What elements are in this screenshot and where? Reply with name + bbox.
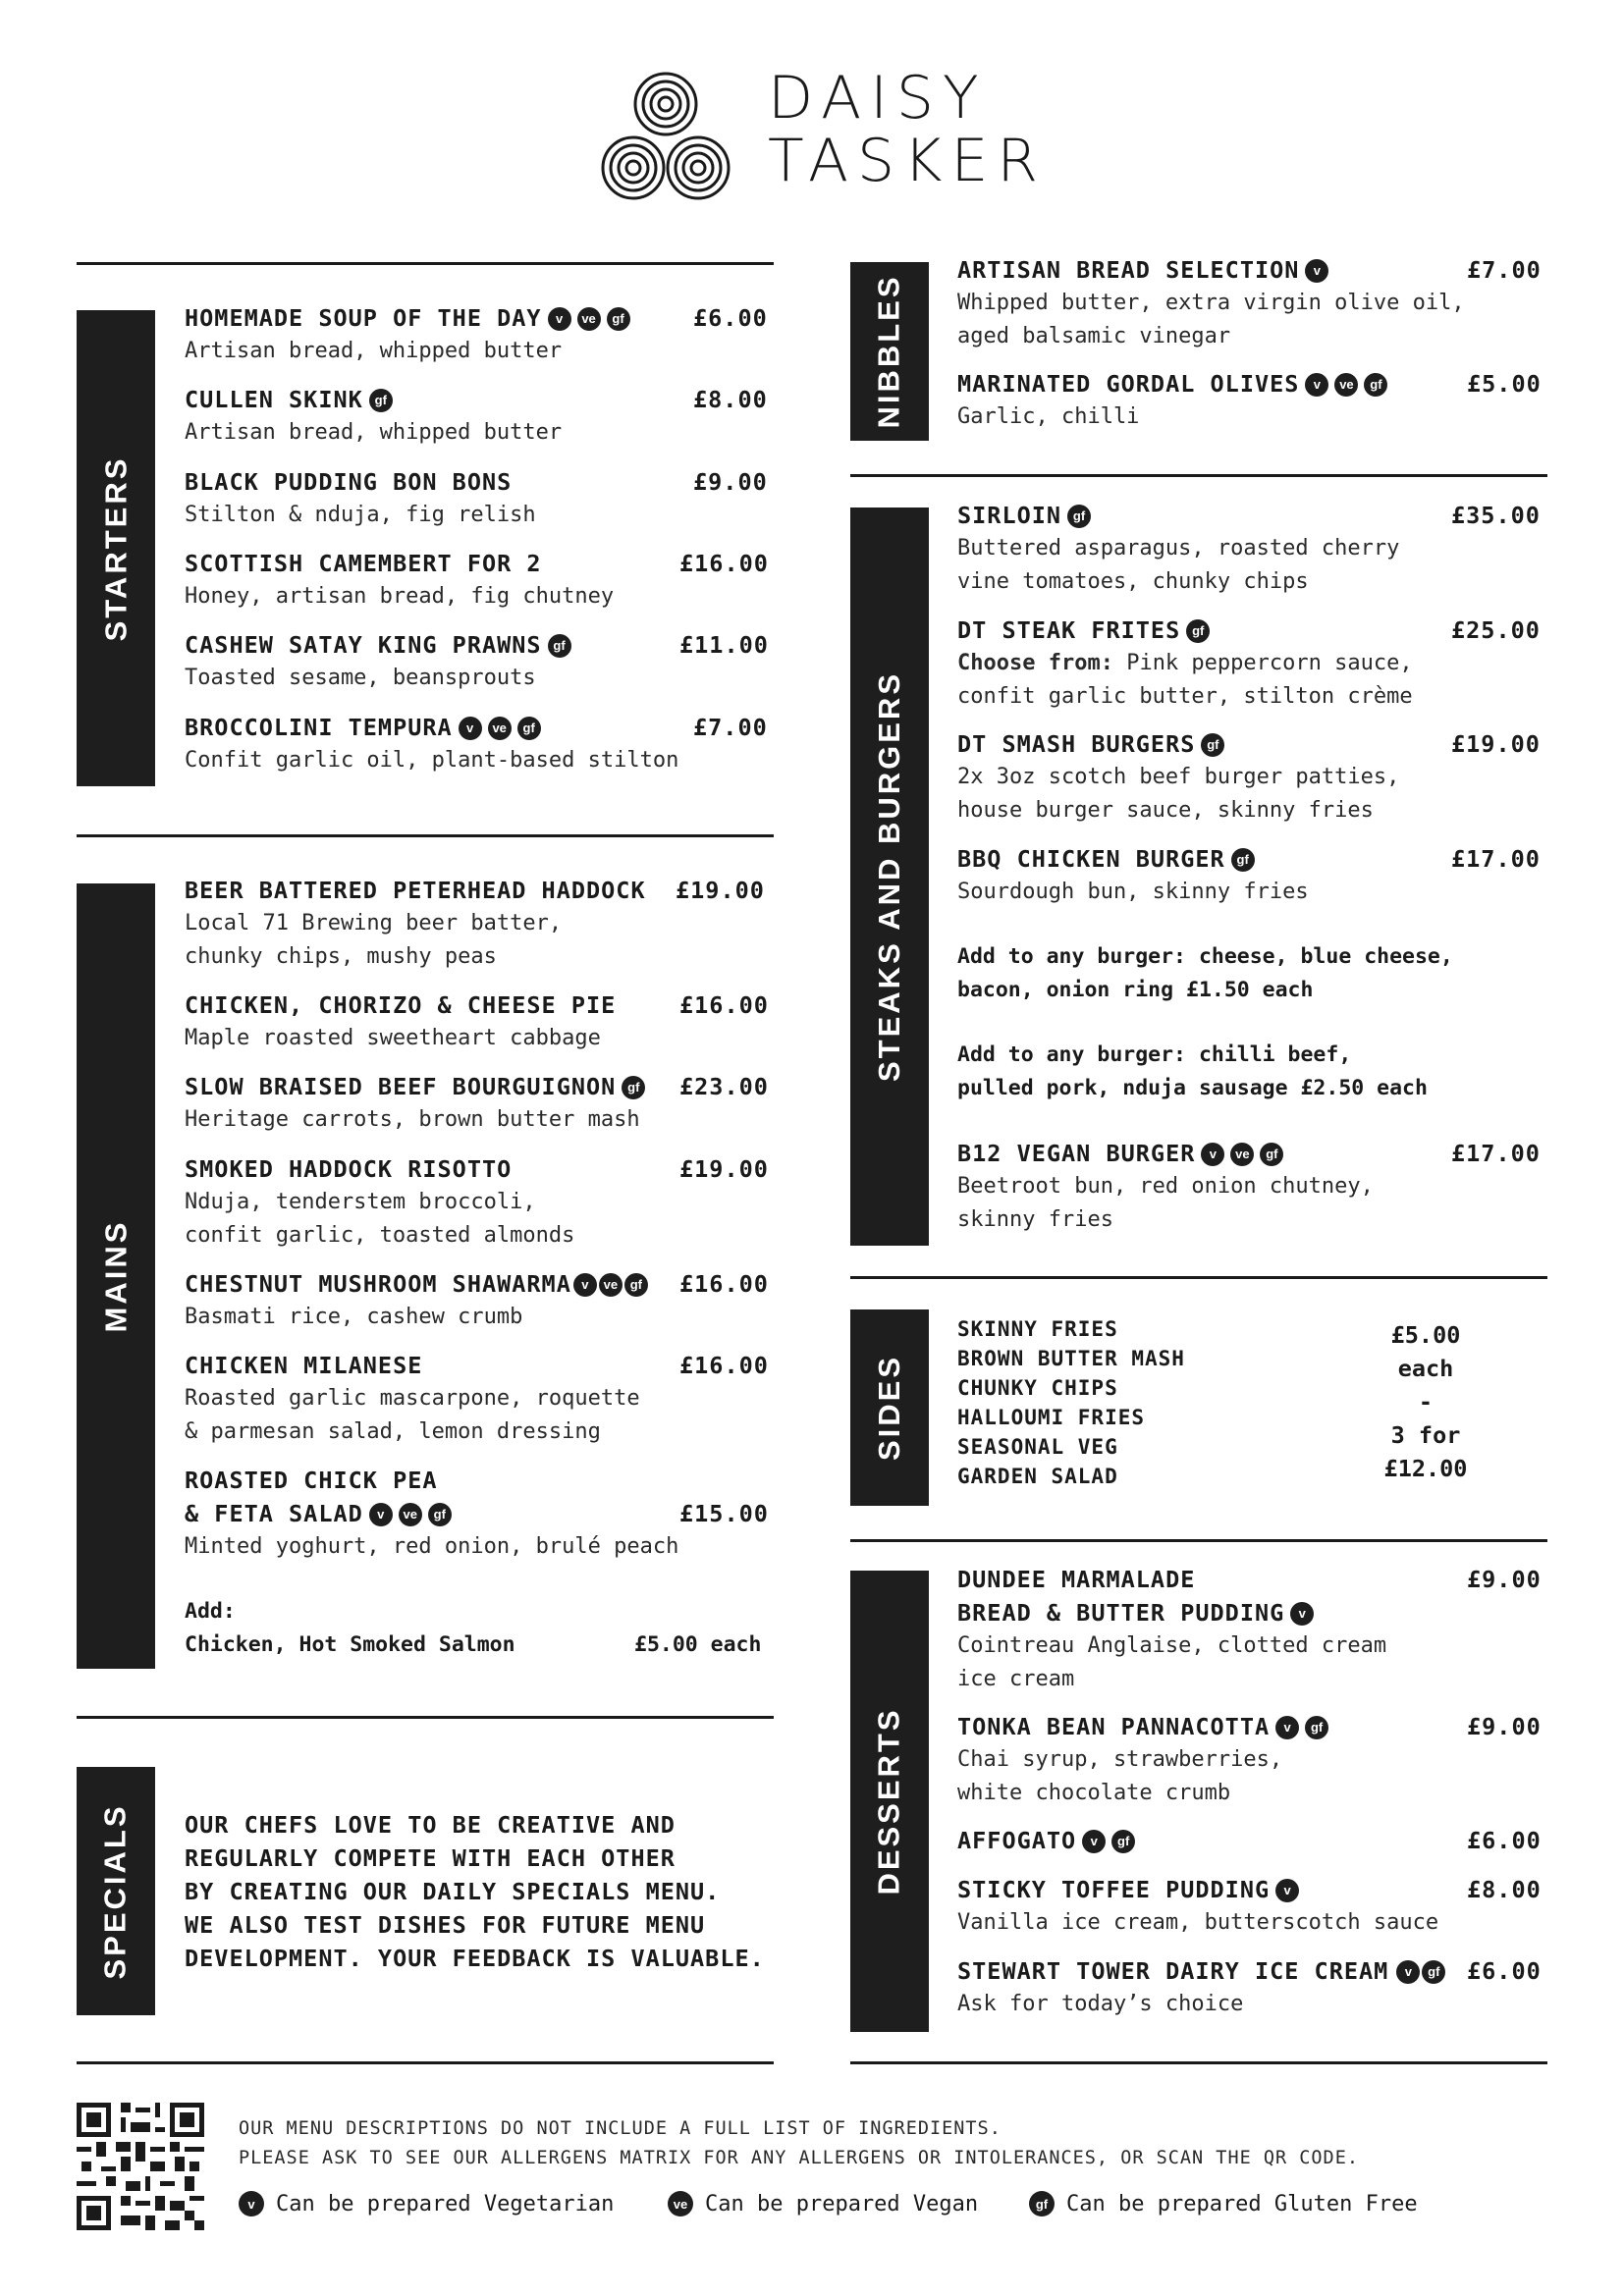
menu-item <box>185 301 630 368</box>
item-description: Chai syrup, strawberries, <box>957 1747 1283 1772</box>
item-price: £35.00 <box>1451 502 1541 529</box>
menu-item <box>185 628 571 695</box>
section-tab-desserts: DESSERTS <box>850 1571 929 2032</box>
item-name: CULLEN SKINK <box>185 386 363 413</box>
legend-vegetarian <box>239 2191 614 2216</box>
daisy-tasker-logo-icon <box>601 71 731 202</box>
gluten-free-badge-icon: gf <box>428 1503 452 1526</box>
item-description: Beetroot bun, red onion chutney, <box>957 1174 1374 1199</box>
legend-gluten-free <box>1029 2191 1418 2216</box>
menu-item <box>957 727 1399 828</box>
menu-item <box>957 614 1413 714</box>
item-description: Honey, artisan bread, fig chutney <box>185 584 615 609</box>
menu-item <box>957 367 1387 434</box>
item-price: £19.00 <box>676 877 765 904</box>
side-item: SKINNY FRIES <box>957 1317 1118 1341</box>
specials-text: OUR CHEFS LOVE TO BE CREATIVE AND REGULARLY COMPETE WITH EACH OTHER BY CREATING OUR DAILY SPECIALS MENU. WE ALSO TEST DISHES FOR FUTURE MENU DEVELOPMENT. YOUR FEEDBACK IS VALUABLE. <box>185 1811 765 1972</box>
item-name: SLOW BRAISED BEEF BOURGUIGNON <box>185 1073 617 1100</box>
brand-line-1: DAISY <box>768 64 988 133</box>
menu-item <box>185 1267 648 1334</box>
gluten-free-badge-icon: gf <box>369 389 393 412</box>
item-description: white chocolate crumb <box>957 1781 1231 1805</box>
menu-item <box>185 547 614 614</box>
item-name: TONKA BEAN PANNACOTTA <box>957 1713 1271 1740</box>
item-description: Nduja, tenderstem broccoli, <box>185 1190 536 1214</box>
footer-disclaimer-2: PLEASE ASK TO SEE OUR ALLERGENS MATRIX FOR ANY ALLERGENS OR INTOLERANCES, OR SCAN THE QR CODE. <box>239 2148 1359 2168</box>
item-description: Cointreau Anglaise, clotted cream <box>957 1633 1387 1658</box>
item-description: Ask for today’s choice <box>957 1992 1244 2016</box>
menu-item <box>957 1954 1445 2021</box>
item-price: £8.00 <box>693 386 768 413</box>
side-item: CHUNKY CHIPS <box>957 1376 1118 1400</box>
item-description: Basmati rice, cashew crumb <box>185 1305 523 1329</box>
gluten-free-badge-icon: gf <box>622 1076 645 1099</box>
section-tab-specials: SPECIALS <box>77 1767 155 2015</box>
side-item: BROWN BUTTER MASH <box>957 1347 1185 1370</box>
gluten-free-badge-icon: gf <box>548 634 571 658</box>
divider <box>850 1539 1547 1542</box>
item-description: ice cream <box>957 1667 1075 1691</box>
menu-item <box>957 1873 1438 1940</box>
item-name: BROCCOLINI TEMPURA <box>185 714 453 741</box>
item-description: vine tomatoes, chunky chips <box>957 569 1309 594</box>
item-price: £16.00 <box>679 991 769 1019</box>
divider <box>850 2061 1547 2064</box>
item-price: £16.00 <box>679 550 769 577</box>
item-description: chunky chips, mushy peas <box>185 944 497 969</box>
item-name: HOMEMADE SOUP OF THE DAY <box>185 304 542 332</box>
menu-item <box>185 874 646 974</box>
section-tab-sides: SIDES <box>850 1309 929 1506</box>
item-description: house burger sauce, skinny fries <box>957 798 1374 823</box>
gluten-free-badge-icon: gf <box>517 717 541 740</box>
vegetarian-badge-icon: v <box>1275 1879 1299 1902</box>
item-name: CASHEW SATAY KING PRAWNS <box>185 631 542 659</box>
sides-list <box>957 1314 1185 1491</box>
divider <box>77 834 774 837</box>
item-name: B12 VEGAN BURGER <box>957 1140 1196 1167</box>
item-price: £6.00 <box>1467 1957 1542 1985</box>
gluten-free-badge-icon: gf <box>1231 848 1255 872</box>
item-price: £5.00 <box>1467 370 1542 398</box>
item-description: confit garlic, toasted almonds <box>185 1223 575 1248</box>
item-price: £7.00 <box>1467 256 1542 284</box>
item-price: £23.00 <box>679 1073 769 1100</box>
menu-item <box>185 383 562 450</box>
item-name: ROASTED CHICK PEA <box>185 1467 438 1494</box>
side-item: HALLOUMI FRIES <box>957 1406 1146 1429</box>
item-price: £9.00 <box>1467 1713 1542 1740</box>
gluten-free-badge-icon: gf <box>1029 2191 1055 2216</box>
item-name: CHESTNUT MUSHROOM SHAWARMA <box>185 1270 571 1298</box>
item-name: SIRLOIN <box>957 502 1062 529</box>
item-name: MARINATED GORDAL OLIVES <box>957 370 1300 398</box>
item-price: £17.00 <box>1451 845 1541 873</box>
add-label: Add: <box>185 1599 236 1624</box>
item-name: DT STEAK FRITES <box>957 616 1181 644</box>
footer-disclaimer-1: OUR MENU DESCRIPTIONS DO NOT INCLUDE A FULL LIST OF INGREDIENTS. <box>239 2118 1001 2139</box>
menu-item <box>957 1563 1386 1696</box>
item-description: Pink peppercorn sauce, <box>1112 651 1413 675</box>
item-name: DT SMASH BURGERS <box>957 730 1196 758</box>
item-name: SMOKED HADDOCK RISOTTO <box>185 1155 513 1183</box>
add-price: £5.00 each <box>634 1632 762 1657</box>
item-name: BLACK PUDDING BON BONS <box>185 468 513 496</box>
item-price: £16.00 <box>679 1352 769 1379</box>
vegan-badge-icon: ve <box>488 717 512 740</box>
gluten-free-badge-icon: gf <box>607 307 630 331</box>
item-description: Stilton & nduja, fig relish <box>185 503 536 527</box>
item-price: £8.00 <box>1467 1876 1542 1903</box>
vegetarian-badge-icon: v <box>459 717 482 740</box>
item-description: Artisan bread, whipped butter <box>185 339 563 363</box>
gluten-free-badge-icon: gf <box>1201 733 1224 757</box>
divider <box>850 1276 1547 1279</box>
item-description: Whipped butter, extra virgin olive oil, <box>957 291 1465 315</box>
item-description: Artisan bread, whipped butter <box>185 420 563 445</box>
divider <box>77 262 774 265</box>
item-description: Minted yoghurt, red onion, brulé peach <box>185 1534 679 1559</box>
burger-addon-text: bacon, onion ring £1.50 each <box>957 978 1314 1002</box>
item-description: Buttered asparagus, roasted cherry <box>957 536 1400 561</box>
item-name: BREAD & BUTTER PUDDING <box>957 1599 1285 1627</box>
vegetarian-badge-icon: v <box>1082 1830 1106 1853</box>
burger-addon-text: Add to any burger: chilli beef, <box>957 1042 1352 1067</box>
vegetarian-badge-icon: v <box>1201 1143 1224 1166</box>
item-description: Vanilla ice cream, butterscotch sauce <box>957 1910 1439 1935</box>
menu-item <box>185 1152 574 1253</box>
item-description: Confit garlic oil, plant-based stilton <box>185 748 679 773</box>
vegan-badge-icon: ve <box>399 1503 422 1526</box>
item-name: STEWART TOWER DAIRY ICE CREAM <box>957 1957 1389 1985</box>
vegetarian-badge-icon: v <box>1305 259 1328 283</box>
legend-label: Can be prepared Vegan <box>705 2191 979 2216</box>
item-name: CHICKEN, CHORIZO & CHEESE PIE <box>185 991 617 1019</box>
item-price: £25.00 <box>1451 616 1541 644</box>
item-name: DUNDEE MARMALADE <box>957 1566 1196 1593</box>
vegan-badge-icon: ve <box>1230 1143 1254 1166</box>
item-description: Maple roasted sweetheart cabbage <box>185 1026 601 1050</box>
gluten-free-badge-icon: gf <box>1111 1830 1135 1853</box>
brand-line-2: TASKER <box>768 127 1048 195</box>
vegetarian-badge-icon: v <box>1275 1716 1299 1739</box>
item-price: £7.00 <box>693 714 768 741</box>
item-description: Roasted garlic mascarpone, roquette <box>185 1386 640 1411</box>
item-description: Local 71 Brewing beer batter, <box>185 911 563 935</box>
item-name: AFFOGATO <box>957 1827 1077 1854</box>
item-description: confit garlic butter, stilton crème <box>957 684 1413 709</box>
side-item: SEASONAL VEG <box>957 1435 1118 1459</box>
legend-vegan <box>668 2191 978 2216</box>
menu-item <box>957 1824 1135 1857</box>
item-name: BEER BATTERED PETERHEAD HADDOCK <box>185 877 646 904</box>
menu-item <box>957 499 1399 599</box>
divider <box>77 2061 774 2064</box>
gluten-free-badge-icon: gf <box>1260 1143 1283 1166</box>
gluten-free-badge-icon: gf <box>1186 619 1210 643</box>
menu-item <box>957 842 1309 909</box>
sides-price: £5.00 each - 3 for £12.00 <box>1383 1321 1468 1482</box>
item-price: £9.00 <box>693 468 768 496</box>
item-price: £19.00 <box>1451 730 1541 758</box>
burger-addon-text: Add to any burger: cheese, blue cheese, <box>957 944 1453 969</box>
vegetarian-badge-icon: v <box>1396 1960 1420 1984</box>
vegan-badge-icon: ve <box>599 1273 623 1297</box>
menu-item <box>185 711 678 777</box>
item-description: Toasted sesame, beansprouts <box>185 666 536 690</box>
vegetarian-badge-icon: v <box>1290 1602 1314 1626</box>
item-description-bold: Choose from: <box>957 651 1113 675</box>
item-name: SCOTTISH CAMEMBERT FOR 2 <box>185 550 542 577</box>
item-price: £11.00 <box>679 631 769 659</box>
gluten-free-badge-icon: gf <box>1422 1960 1445 1984</box>
qr-code-icon[interactable] <box>77 2103 204 2230</box>
legend-label: Can be prepared Gluten Free <box>1066 2191 1418 2216</box>
legend-label: Can be prepared Vegetarian <box>276 2191 615 2216</box>
menu-item <box>185 1349 640 1449</box>
gluten-free-badge-icon: gf <box>1067 505 1091 528</box>
item-description: skinny fries <box>957 1207 1113 1232</box>
vegan-badge-icon: ve <box>577 307 601 331</box>
vegan-badge-icon: ve <box>1334 373 1358 397</box>
item-description: & parmesan salad, lemon dressing <box>185 1419 601 1444</box>
vegetarian-badge-icon: v <box>548 307 571 331</box>
divider <box>850 474 1547 477</box>
gluten-free-badge-icon: gf <box>1305 1716 1328 1739</box>
item-price: £17.00 <box>1451 1140 1541 1167</box>
item-price: £19.00 <box>679 1155 769 1183</box>
item-name: STICKY TOFFEE PUDDING <box>957 1876 1271 1903</box>
item-name: ARTISAN BREAD SELECTION <box>957 256 1300 284</box>
item-description: Garlic, chilli <box>957 404 1140 429</box>
vegetarian-badge-icon: v <box>369 1503 393 1526</box>
section-tab-nibbles: NIBBLES <box>850 262 929 441</box>
item-price: £6.00 <box>693 304 768 332</box>
menu-item <box>957 1137 1374 1237</box>
item-description: Sourdough bun, skinny fries <box>957 880 1309 904</box>
item-name: BBQ CHICKEN BURGER <box>957 845 1225 873</box>
section-tab-steaks-and-burgers: STEAKS AND BURGERS <box>850 507 929 1246</box>
gluten-free-badge-icon: gf <box>624 1273 648 1297</box>
brand-name <box>768 64 1048 195</box>
item-description: Heritage carrots, brown butter mash <box>185 1107 640 1132</box>
gluten-free-badge-icon: gf <box>1364 373 1387 397</box>
menu-item <box>957 1710 1328 1810</box>
vegan-badge-icon: ve <box>668 2191 693 2216</box>
divider <box>77 1716 774 1719</box>
item-name: & FETA SALAD <box>185 1500 363 1527</box>
vegetarian-badge-icon: v <box>239 2191 264 2216</box>
menu-item <box>185 1464 678 1564</box>
menu-item <box>185 465 536 532</box>
section-tab-mains: MAINS <box>77 883 155 1669</box>
add-items: Chicken, Hot Smoked Salmon <box>185 1632 515 1657</box>
menu-item <box>185 988 616 1055</box>
item-price: £15.00 <box>679 1500 769 1527</box>
burger-addon-text: pulled pork, nduja sausage £2.50 each <box>957 1076 1428 1100</box>
vegetarian-badge-icon: v <box>573 1273 597 1297</box>
item-description: 2x 3oz scotch beef burger patties, <box>957 765 1400 789</box>
menu-item <box>957 253 1465 353</box>
section-tab-starters: STARTERS <box>77 310 155 786</box>
item-price: £6.00 <box>1467 1827 1542 1854</box>
vegetarian-badge-icon: v <box>1305 373 1328 397</box>
menu-item <box>185 1070 645 1137</box>
item-name: CHICKEN MILANESE <box>185 1352 423 1379</box>
item-price: £16.00 <box>679 1270 769 1298</box>
item-price: £9.00 <box>1467 1566 1542 1593</box>
side-item: GARDEN SALAD <box>957 1465 1118 1488</box>
item-description: aged balsamic vinegar <box>957 324 1231 348</box>
